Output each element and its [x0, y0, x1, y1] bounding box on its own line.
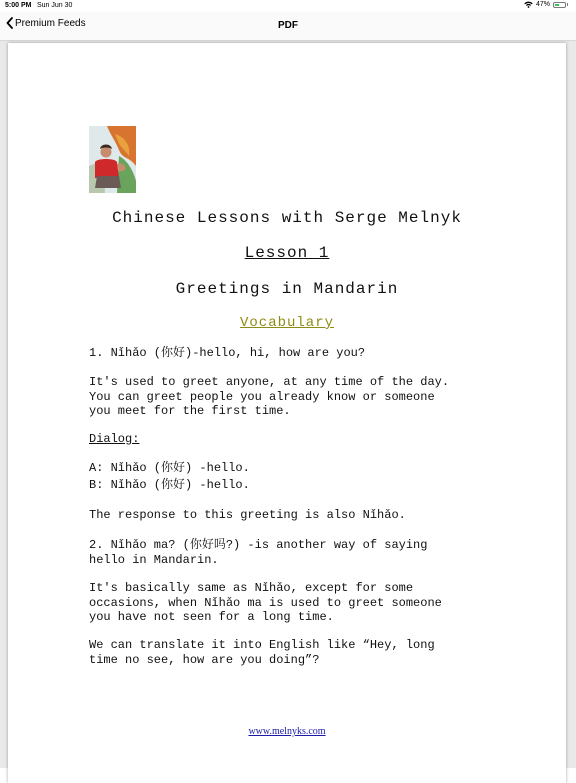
battery-icon [553, 2, 566, 8]
lesson-heading-text: Lesson 1 [244, 244, 330, 262]
battery-nub [567, 3, 568, 6]
vocabulary-heading [8, 315, 566, 331]
pdf-viewer[interactable] [0, 41, 576, 768]
back-button-label: Premium Feeds [15, 17, 86, 29]
document-title: Chinese Lessons with Serge Melnyk [112, 209, 462, 227]
status-bar [0, 0, 576, 12]
status-time: 5:00 PM [5, 2, 32, 9]
paragraph-translation: We can translate it into English like “Hey, long time no see, how are you doing”? [89, 638, 435, 667]
website-link[interactable]: www.melnyks.com [248, 726, 326, 737]
paragraph-difference: It's basically same as Nǐhǎo, except for some occasions, when Nǐhǎo ma is used to greet someone you have not seen for a long time. [89, 581, 442, 624]
battery-percent: 47% [535, 1, 550, 8]
dialog-label: Dialog: [89, 432, 140, 446]
status-right [524, 1, 568, 8]
lesson-heading [8, 244, 566, 262]
wifi-icon [524, 1, 533, 8]
vocab-item-2: 2. Nǐhǎo ma? (你好吗?) -is another way of saying hello in Mandarin. [89, 538, 428, 567]
paragraph-response: The response to this greeting is also Nǐhǎo. [89, 508, 406, 522]
vocab-item-1: 1. Nǐhǎo (你好)-hello, hi, how are you? [89, 346, 366, 360]
dialog-line-a: A: Nǐhǎo (你好) -hello. [89, 461, 250, 475]
dialog-line-b: B: Nǐhǎo (你好) -hello. [89, 478, 250, 492]
status-date: Sun Jun 30 [37, 2, 73, 9]
lesson-subtitle: Greetings in Mandarin [175, 280, 399, 298]
paragraph-usage: It's used to greet anyone, at any time of the day. You can greet people you already know or someone you meet for the first time. [89, 375, 450, 418]
nav-title: PDF [278, 20, 298, 31]
author-photo [89, 126, 136, 193]
navigation-bar [0, 12, 576, 41]
vocabulary-heading-text: Vocabulary [239, 315, 334, 331]
pdf-page [8, 43, 566, 783]
